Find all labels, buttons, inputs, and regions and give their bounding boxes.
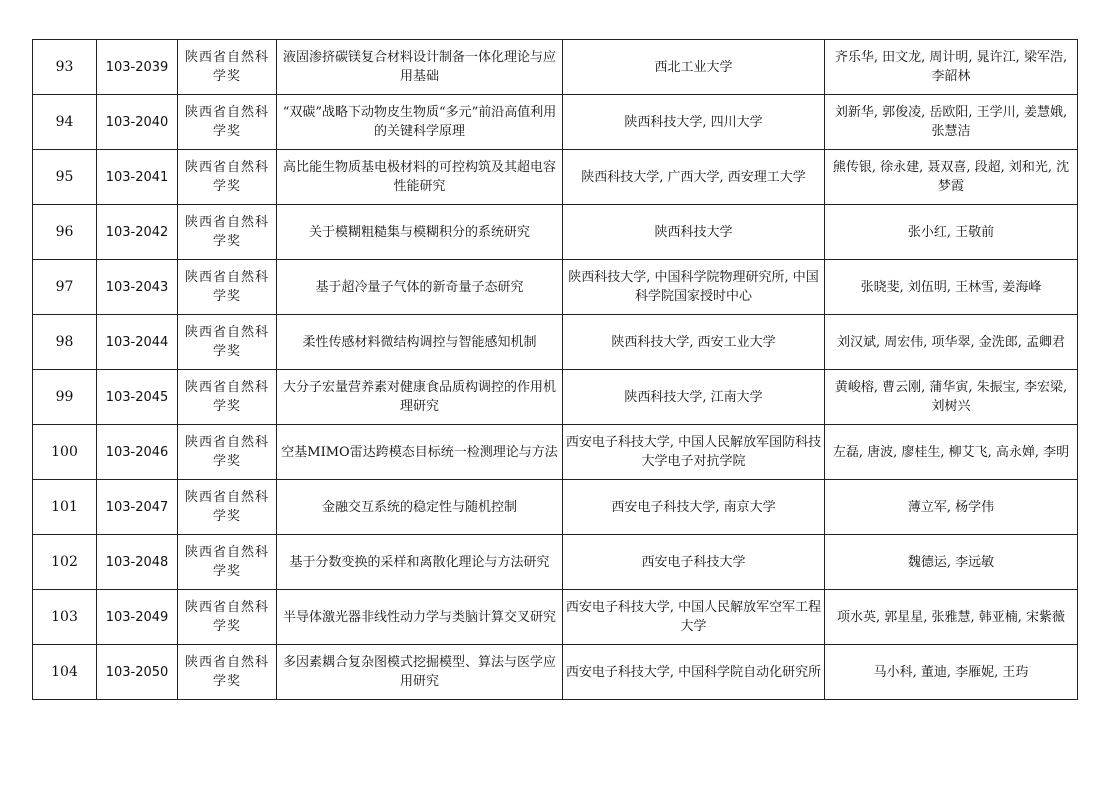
award-type-cell: 陕西省自然科学奖 [178, 370, 277, 425]
contributors-cell: 薄立军, 杨学伟 [825, 480, 1078, 535]
institutions-cell: 西安电子科技大学, 中国人民解放军空军工程大学 [563, 590, 825, 645]
project-name-cell: 高比能生物质基电极材料的可控构筑及其超电容性能研究 [277, 150, 563, 205]
institutions-cell: 西北工业大学 [563, 40, 825, 95]
award-type-cell: 陕西省自然科学奖 [178, 425, 277, 480]
project-name-cell: “双碳”战略下动物皮生物质“多元”前沿高值利用的关键科学原理 [277, 95, 563, 150]
project-name-cell: 关于模糊粗糙集与模糊积分的系统研究 [277, 205, 563, 260]
award-type-cell: 陕西省自然科学奖 [178, 645, 277, 700]
table-row [33, 645, 1078, 700]
award-type-cell: 陕西省自然科学奖 [178, 480, 277, 535]
award-type-cell: 陕西省自然科学奖 [178, 205, 277, 260]
project-code-cell: 103-2050 [97, 645, 178, 700]
project-code-cell: 103-2048 [97, 535, 178, 590]
project-code-cell: 103-2039 [97, 40, 178, 95]
project-name-cell: 基于超冷量子气体的新奇量子态研究 [277, 260, 563, 315]
contributors-cell: 刘新华, 郭俊凌, 岳欧阳, 王学川, 姜慧娥, 张慧洁 [825, 95, 1078, 150]
row-number-cell: 94 [33, 95, 97, 150]
award-table [32, 39, 1078, 700]
project-name-cell: 金融交互系统的稳定性与随机控制 [277, 480, 563, 535]
project-name-cell: 液固渗挤碳镁复合材料设计制备一体化理论与应用基础 [277, 40, 563, 95]
project-code-cell: 103-2044 [97, 315, 178, 370]
row-number-cell: 95 [33, 150, 97, 205]
institutions-cell: 西安电子科技大学, 中国科学院自动化研究所 [563, 645, 825, 700]
table-row [33, 150, 1078, 205]
project-code-cell: 103-2043 [97, 260, 178, 315]
row-number-cell: 98 [33, 315, 97, 370]
row-number-cell: 93 [33, 40, 97, 95]
award-type-cell: 陕西省自然科学奖 [178, 95, 277, 150]
contributors-cell: 张小红, 王敬前 [825, 205, 1078, 260]
institutions-cell: 陕西科技大学, 四川大学 [563, 95, 825, 150]
contributors-cell: 魏德运, 李远敏 [825, 535, 1078, 590]
project-code-cell: 103-2047 [97, 480, 178, 535]
award-type-cell: 陕西省自然科学奖 [178, 150, 277, 205]
row-number-cell: 100 [33, 425, 97, 480]
award-type-cell: 陕西省自然科学奖 [178, 315, 277, 370]
project-code-cell: 103-2041 [97, 150, 178, 205]
project-code-cell: 103-2042 [97, 205, 178, 260]
contributors-cell: 马小科, 董迪, 李雁妮, 王玙 [825, 645, 1078, 700]
award-type-cell: 陕西省自然科学奖 [178, 260, 277, 315]
institutions-cell: 西安电子科技大学, 中国人民解放军国防科技大学电子对抗学院 [563, 425, 825, 480]
table-row [33, 40, 1078, 95]
row-number-cell: 97 [33, 260, 97, 315]
institutions-cell: 西安电子科技大学 [563, 535, 825, 590]
project-name-cell: 柔性传感材料微结构调控与智能感知机制 [277, 315, 563, 370]
row-number-cell: 102 [33, 535, 97, 590]
contributors-cell: 左磊, 唐波, 廖桂生, 柳艾飞, 高永婵, 李明 [825, 425, 1078, 480]
institutions-cell: 陕西科技大学, 中国科学院物理研究所, 中国科学院国家授时中心 [563, 260, 825, 315]
award-type-cell: 陕西省自然科学奖 [178, 590, 277, 645]
project-code-cell: 103-2046 [97, 425, 178, 480]
row-number-cell: 103 [33, 590, 97, 645]
contributors-cell: 刘汉斌, 周宏伟, 项华翠, 金洗郎, 孟卿君 [825, 315, 1078, 370]
award-type-cell: 陕西省自然科学奖 [178, 40, 277, 95]
table-row [33, 425, 1078, 480]
institutions-cell: 西安电子科技大学, 南京大学 [563, 480, 825, 535]
project-code-cell: 103-2040 [97, 95, 178, 150]
institutions-cell: 陕西科技大学, 江南大学 [563, 370, 825, 425]
award-type-cell: 陕西省自然科学奖 [178, 535, 277, 590]
row-number-cell: 99 [33, 370, 97, 425]
table-row [33, 535, 1078, 590]
table-row [33, 370, 1078, 425]
project-code-cell: 103-2049 [97, 590, 178, 645]
row-number-cell: 104 [33, 645, 97, 700]
contributors-cell: 项水英, 郭星星, 张雅慧, 韩亚楠, 宋紫薇 [825, 590, 1078, 645]
project-code-cell: 103-2045 [97, 370, 178, 425]
project-name-cell: 多因素耦合复杂图模式挖掘模型、算法与医学应用研究 [277, 645, 563, 700]
row-number-cell: 96 [33, 205, 97, 260]
row-number-cell: 101 [33, 480, 97, 535]
table-row [33, 315, 1078, 370]
table-row [33, 95, 1078, 150]
project-name-cell: 空基MIMO雷达跨模态目标统一检测理论与方法 [277, 425, 563, 480]
institutions-cell: 陕西科技大学 [563, 205, 825, 260]
table-row [33, 205, 1078, 260]
project-name-cell: 大分子宏量营养素对健康食品质构调控的作用机理研究 [277, 370, 563, 425]
contributors-cell: 张晓斐, 刘伍明, 王林雪, 姜海峰 [825, 260, 1078, 315]
contributors-cell: 齐乐华, 田文龙, 周计明, 晁许江, 梁军浩, 李韶林 [825, 40, 1078, 95]
institutions-cell: 陕西科技大学, 西安工业大学 [563, 315, 825, 370]
table-row [33, 480, 1078, 535]
institutions-cell: 陕西科技大学, 广西大学, 西安理工大学 [563, 150, 825, 205]
contributors-cell: 熊传银, 徐永建, 聂双喜, 段超, 刘和光, 沈梦霞 [825, 150, 1078, 205]
project-name-cell: 基于分数变换的采样和离散化理论与方法研究 [277, 535, 563, 590]
table-row [33, 260, 1078, 315]
contributors-cell: 黄峻榕, 曹云刚, 蒲华寅, 朱振宝, 李宏梁, 刘树兴 [825, 370, 1078, 425]
table-body [33, 40, 1078, 700]
table-row [33, 590, 1078, 645]
project-name-cell: 半导体激光器非线性动力学与类脑计算交叉研究 [277, 590, 563, 645]
